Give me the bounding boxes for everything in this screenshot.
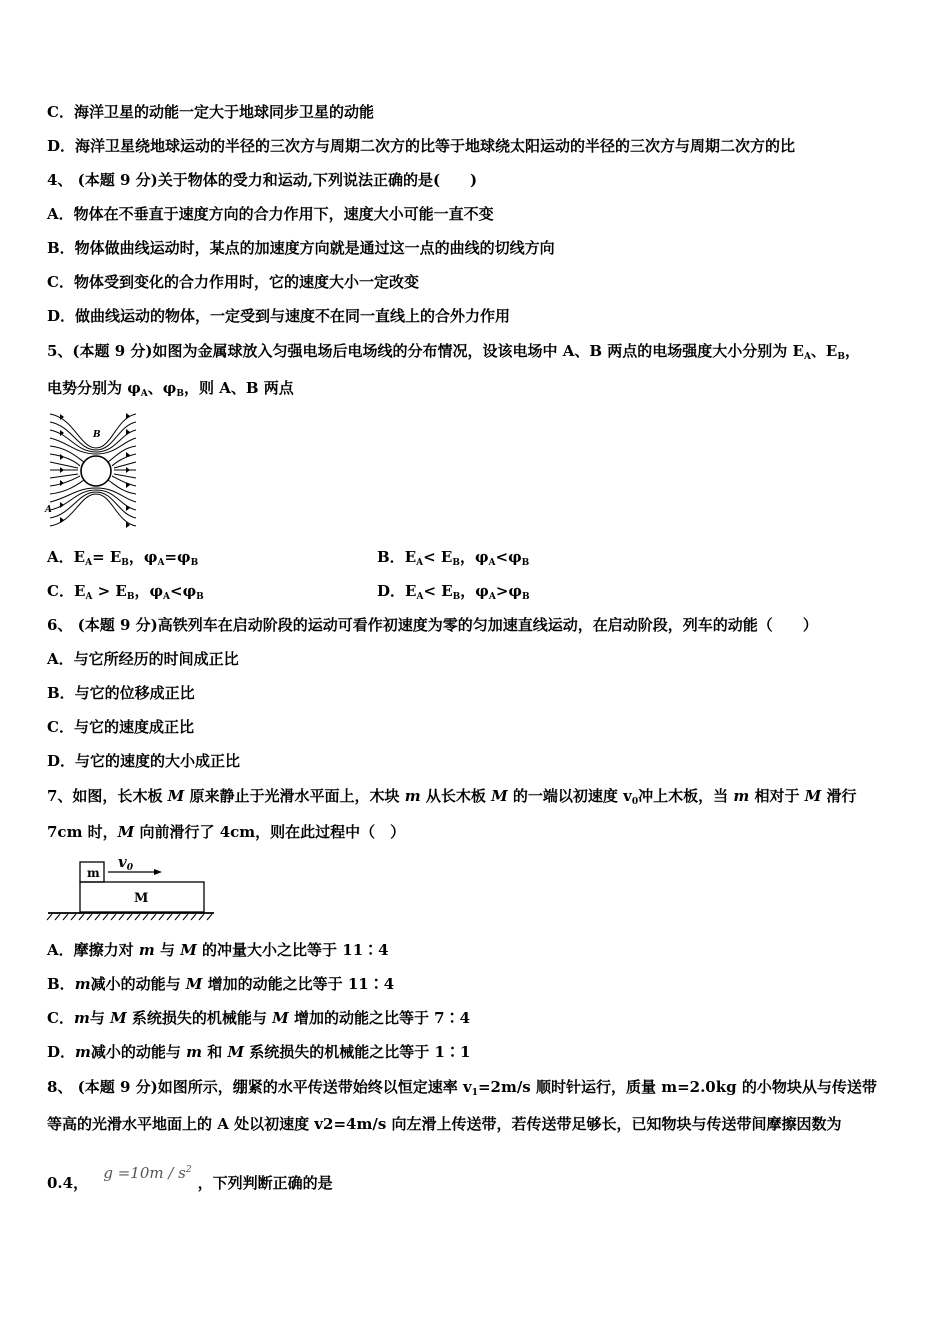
q6-option-a: A．与它所经历的时间成正比 [47,650,239,668]
q5-option-a: A．$E_A= E_B$，$\varphi_A=\varphi_B$ [47,548,199,568]
board-block-figure [46,852,216,922]
fig-board-M-label: M [134,891,149,906]
q8-stem-line2: 等高的光滑水平地面上的 A 处以初速度 v2=4m/s 向左滑上传送带，若传送带足够长，已知物块与传送带间摩擦因数为 [47,1115,842,1133]
q4-option-c: C．物体受到变化的合力作用时，它的速度大小一定改变 [47,273,419,291]
q5-stem-line2: 电势分别为 $\varphi_A$、$\varphi_B$，则 A、B 两点 [47,379,294,399]
q5-stem-line1: 5、(本题 9 分)如图为金属球放入匀强电场后电场线的分布情况，设该电场中 A、B 两点的电场强度大小分别为 $E_A$、$E_B$， [47,342,860,362]
q5-option-b: B．$E_A< E_B$，$\varphi_A<\varphi_B$ [377,548,530,568]
fig-block-m-label: m [87,866,100,880]
q8-stem-line1: 8、 (本题 9 分)如图所示，绷紧的水平传送带始终以恒定速率 $v_1=2m/s$ 顺时针运行，质量 m=2.0kg 的小物块从与传送带 [47,1078,877,1098]
q6-option-b: B．与它的位移成正比 [47,684,195,702]
q4-stem: 4、 (本题 9 分)关于物体的受力和运动,下列说法正确的是( ) [47,171,478,189]
q7-option-c: C．m与 M 系统损失的机械能与 M 增加的动能之比等于 7∶4 [47,1009,471,1027]
q7-stem-line2: 7cm 时，M 向前滑行了 4cm，则在此过程中（ ） [47,823,406,841]
q7-stem-line1: 7、如图，长木板 M 原来静止于光滑水平面上，木块 m 从长木板 M 的一端以初速度 $v_0$冲上木板，当 m 相对于 M 滑行 [47,787,857,807]
fig-point-b-label: B [93,430,101,440]
q4-option-d: D．做曲线运动的物体，一定受到与速度不在同一直线上的合外力作用 [47,307,511,325]
electric-field-figure [44,408,140,530]
q3-option-d: D．海洋卫星绕地球运动的半径的三次方与周期二次方的比等于地球绕太阳运动的半径的三次方与周期二次方的比 [47,137,796,155]
q5-option-c: C．$E_A > E_B$，$\varphi_A<\varphi_B$ [47,582,204,602]
q7-option-d: D．m减小的动能与 m 和 M 系统损失的机械能之比等于 1∶1 [47,1043,471,1061]
q4-option-a: A．物体在不垂直于速度方向的合力作用下，速度大小可能一直不变 [47,205,494,223]
q8-stem-line3: 0.4， $g =10m / s^2$，下列判断正确的是 [47,1164,333,1192]
q7-option-b: B．m减小的动能与 M 增加的动能之比等于 11∶4 [47,975,395,993]
q5-option-d: D．$E_A< E_B$，$\varphi_A>\varphi_B$ [377,582,530,602]
q6-option-d: D．与它的速度的大小成正比 [47,752,241,770]
q6-option-c: C．与它的速度成正比 [47,718,194,736]
q3-option-c: C．海洋卫星的动能一定大于地球同步卫星的动能 [47,103,374,121]
q6-stem: 6、 (本题 9 分)高铁列车在启动阶段的运动可看作初速度为零的匀加速直线运动，在启动阶段，列车的动能（ ） [47,616,818,634]
q7-option-a: A．摩擦力对 m 与 M 的冲量大小之比等于 11∶4 [47,941,389,959]
q4-option-b: B．物体做曲线运动时，某点的加速度方向就是通过这一点的曲线的切线方向 [47,239,555,257]
fig-velocity-label: $v_0$ [118,853,133,873]
fig-point-a-label: A [45,505,52,515]
gravity-formula: $g =10m / s^2$ [103,1164,192,1182]
